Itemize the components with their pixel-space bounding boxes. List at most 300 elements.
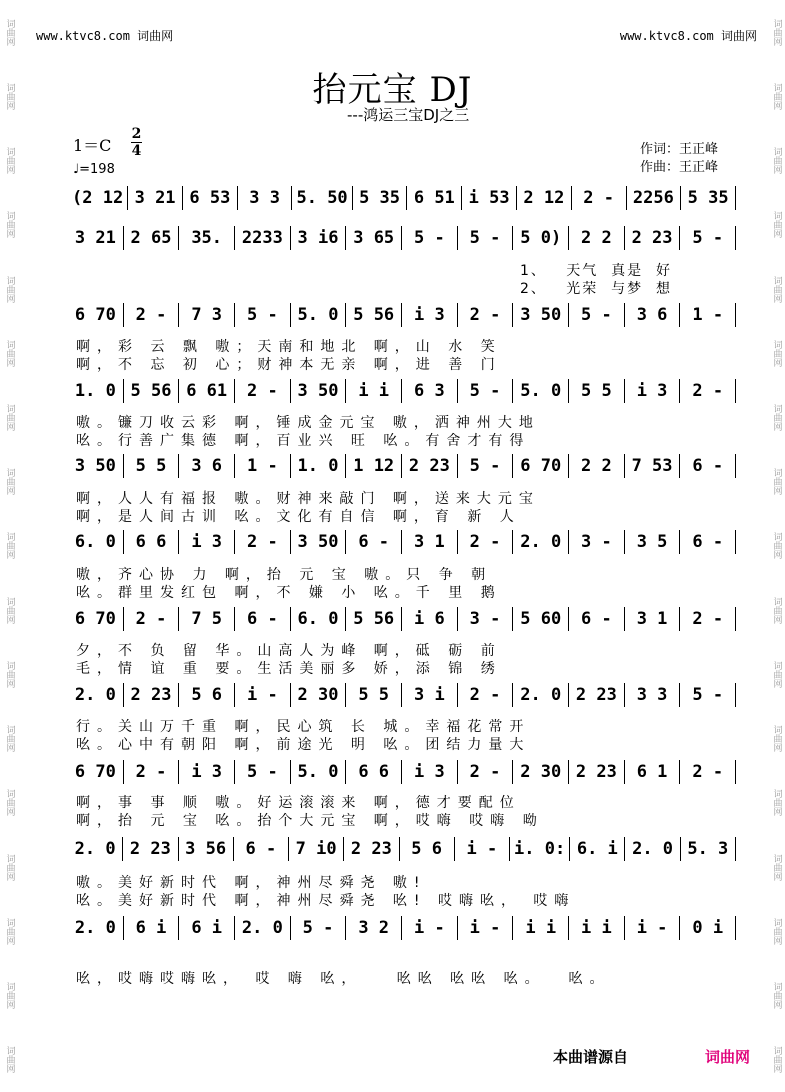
bar-line	[123, 607, 124, 631]
bar-line	[457, 607, 458, 631]
bar-line	[624, 226, 625, 250]
score-measure: 2. 0	[520, 532, 562, 552]
bar-line	[290, 226, 291, 250]
score-measure: 2 23	[631, 228, 673, 248]
bar-line	[735, 454, 736, 478]
bar-line	[516, 186, 517, 210]
lyric-line: 啊，抬 元 宝 吆。抬个大元宝 啊，哎嗨 哎嗨 呦	[76, 813, 544, 829]
lyric-line: 啊，彩 云 飘 嗷；天南和地北 啊，山 水 笑	[76, 339, 502, 355]
tempo-marking: ♩=198	[73, 162, 115, 177]
bar-line	[345, 916, 346, 940]
bar-line	[679, 683, 680, 707]
score-measure: 2 23	[129, 839, 171, 859]
score-measure: 5 5	[581, 381, 612, 401]
bar-line	[454, 837, 455, 861]
bar-line	[123, 303, 124, 327]
score-measure: 2 12	[523, 188, 565, 208]
score-measure: 3 -	[581, 532, 612, 552]
score-line	[72, 758, 740, 786]
score-measure: 5. 3	[687, 839, 729, 859]
bar-line	[512, 683, 513, 707]
score-measure: 2 30	[520, 762, 562, 782]
bar-line	[234, 530, 235, 554]
score-measure: 6 -	[245, 839, 277, 859]
bar-line	[401, 916, 402, 940]
score-measure: i -	[414, 918, 445, 938]
score-measure: 2 -	[469, 305, 501, 325]
score-measure: 6 1	[636, 762, 668, 782]
bar-line	[457, 916, 458, 940]
score-measure: 2 23	[575, 685, 617, 705]
bar-line	[234, 916, 235, 940]
score-measure: 1. 0	[74, 381, 116, 401]
bar-line	[568, 379, 569, 403]
score-line	[72, 681, 740, 709]
bar-line	[178, 303, 179, 327]
score-measure: 5 -	[302, 918, 334, 938]
score-measure: i 3	[414, 762, 445, 782]
score-measure: 5. 50	[296, 188, 348, 208]
bar-line	[457, 379, 458, 403]
score-measure: 2 -	[692, 381, 724, 401]
bar-line	[401, 226, 402, 250]
bar-line	[461, 186, 462, 210]
time-bottom: 4	[131, 143, 142, 159]
score-measure: i -	[246, 685, 278, 705]
score-measure: 3 56	[185, 839, 227, 859]
score-measure: 2 -	[246, 381, 278, 401]
bar-line	[178, 530, 179, 554]
score-measure: 3 65	[353, 228, 395, 248]
bar-line	[288, 837, 289, 861]
bar-line	[512, 607, 513, 631]
lyric-line: 1、 天气 真是 好	[520, 263, 673, 279]
score-measure: i -	[466, 839, 498, 859]
score-measure: 3 21	[134, 188, 176, 208]
bar-line	[345, 530, 346, 554]
bar-line	[234, 683, 235, 707]
score-measure: 1 -	[692, 305, 724, 325]
score-measure: 3 6	[191, 456, 223, 476]
bar-line	[624, 760, 625, 784]
score-measure: 5 -	[692, 685, 724, 705]
score-measure: 2. 0	[632, 839, 674, 859]
bar-line	[624, 607, 625, 631]
song-title: 抬元宝 DJ	[312, 70, 473, 110]
score-measure: i i	[581, 918, 612, 938]
time-top: 2	[131, 126, 142, 142]
lyric-line: 嗷，齐心协 力 啊，抬 元 宝 嗷。只 争 朝	[76, 567, 493, 583]
score-measure: 6 -	[358, 532, 390, 552]
bar-line	[127, 186, 128, 210]
score-measure: 6 -	[692, 456, 724, 476]
score-measure: i -	[636, 918, 668, 938]
score-measure: 7 5	[191, 609, 223, 629]
bar-line	[122, 837, 123, 861]
bar-line	[568, 303, 569, 327]
bar-line	[512, 454, 513, 478]
score-measure: 3 3	[636, 685, 668, 705]
bar-line	[406, 186, 407, 210]
bar-line	[735, 607, 736, 631]
bar-line	[679, 916, 680, 940]
bar-line	[568, 530, 569, 554]
score-measure: 6 70	[74, 305, 116, 325]
score-measure: 2 -	[135, 609, 167, 629]
bar-line	[568, 226, 569, 250]
score-measure: 2 -	[692, 762, 724, 782]
score-measure: 5 -	[692, 228, 724, 248]
score-measure: 3 2	[358, 918, 390, 938]
bar-line	[178, 607, 179, 631]
footer-source-text: 本曲谱源自	[553, 1048, 629, 1066]
bar-line	[626, 186, 627, 210]
bar-line	[234, 379, 235, 403]
bar-line	[290, 683, 291, 707]
bar-line	[735, 530, 736, 554]
bar-line	[735, 186, 736, 210]
bar-line	[571, 186, 572, 210]
bar-line	[679, 454, 680, 478]
score-measure: 6 51	[413, 188, 455, 208]
score-measure: 2 23	[408, 456, 450, 476]
score-measure: 2 -	[583, 188, 614, 208]
bar-line	[234, 226, 235, 250]
lyric-line: 啊，事 事 顺 嗷。好运滚滚来 啊，德才要配位	[76, 795, 521, 811]
score-measure: 2. 0	[241, 918, 283, 938]
score-measure: 5 -	[246, 305, 278, 325]
score-measure: 5 -	[246, 762, 278, 782]
bar-line	[233, 837, 234, 861]
bar-line	[290, 916, 291, 940]
score-line	[72, 914, 740, 942]
lyric-line: 行。关山万千重 啊，民心筑 长 城。幸福花常开	[76, 719, 531, 735]
score-measure: 2. 0	[520, 685, 562, 705]
bar-line	[123, 760, 124, 784]
score-measure: 3 21	[74, 228, 116, 248]
score-measure: 6 -	[581, 609, 612, 629]
score-measure: 3 -	[469, 609, 501, 629]
site-watermark-top-left: www.ktvc8.com 词曲网	[36, 29, 174, 43]
bar-line	[345, 683, 346, 707]
score-measure: 2 2	[581, 456, 612, 476]
lyric-line: 吆。群里发红包 啊，不 嫌 小 吆。千 里 鹅	[76, 585, 502, 601]
score-measure: 6. 0	[297, 609, 339, 629]
lyric-line: 吆。心中有朝阳 啊，前途光 明 吆。团结力量大	[76, 737, 531, 753]
bar-line	[680, 837, 681, 861]
bar-line	[345, 607, 346, 631]
footer-logo: 词曲网	[705, 1048, 751, 1066]
bar-line	[679, 303, 680, 327]
lyric-line: 啊，不 忘 初 心；财神本无亲 啊，进 善 门	[76, 357, 502, 373]
lyric-line: 嗷。镰刀收云彩 啊，锤成金元宝 嗷，洒神州大地	[76, 415, 540, 431]
bar-line	[401, 683, 402, 707]
bar-line	[735, 760, 736, 784]
score-measure: 3 5	[636, 532, 668, 552]
side-watermark-right: 词曲网 词曲网 词曲网 词曲网 词曲网 词曲网 词曲网 词曲网 词曲网 词曲网 词曲网 词曲网 词曲网 词曲网 词曲网 词曲网 词曲网	[771, 18, 782, 1074]
lyricist-credit: 作词：王正峰	[640, 142, 719, 157]
bar-line	[123, 530, 124, 554]
score-measure: 3 50	[297, 532, 339, 552]
bar-line	[290, 607, 291, 631]
bar-line	[352, 186, 353, 210]
bar-line	[679, 226, 680, 250]
bar-line	[178, 379, 179, 403]
bar-line	[291, 186, 292, 210]
score-measure: 2 2	[581, 228, 612, 248]
score-measure: 5. 0	[520, 381, 562, 401]
score-measure: 2 23	[130, 685, 172, 705]
bar-line	[680, 186, 681, 210]
score-measure: 3 50	[74, 456, 116, 476]
bar-line	[401, 607, 402, 631]
bar-line	[178, 683, 179, 707]
score-measure: 2. 0	[74, 685, 116, 705]
score-measure: 2. 0	[74, 839, 116, 859]
score-measure: 6 70	[520, 456, 562, 476]
bar-line	[290, 530, 291, 554]
score-measure: 2 23	[575, 762, 617, 782]
score-measure: 7 3	[191, 305, 223, 325]
score-measure: 5 6	[411, 839, 442, 859]
score-measure: 2 -	[692, 609, 724, 629]
bar-line	[624, 916, 625, 940]
time-signature	[131, 127, 142, 158]
score-measure: 7 53	[631, 456, 673, 476]
bar-line	[679, 530, 680, 554]
bar-line	[679, 379, 680, 403]
score-measure: 3 1	[636, 609, 668, 629]
bar-line	[735, 837, 736, 861]
score-line	[72, 452, 740, 480]
score-line	[72, 528, 740, 556]
bar-line	[457, 683, 458, 707]
score-measure: 5 35	[359, 188, 401, 208]
bar-line	[123, 226, 124, 250]
lyric-line: 毛，情 谊 重 要。生活美丽多 娇，添 锦 绣	[76, 661, 502, 677]
score-measure: 0 i	[692, 918, 724, 938]
lyric-line: 啊，是人间古训 吆。文化有自信 啊，育 新 人	[76, 509, 521, 525]
lyric-line: 啊，人人有福报 嗷。财神来敲门 啊，送来大元宝	[76, 491, 540, 507]
key-signature: 1＝C	[73, 136, 112, 155]
score-measure: 3 3	[249, 188, 280, 208]
bar-line	[343, 837, 344, 861]
bar-line	[568, 683, 569, 707]
bar-line	[512, 379, 513, 403]
bar-line	[679, 607, 680, 631]
score-measure: 2 -	[469, 685, 501, 705]
bar-line	[568, 454, 569, 478]
score-measure: 5 5	[358, 685, 390, 705]
bar-line	[457, 303, 458, 327]
bar-line	[735, 226, 736, 250]
score-measure: 6 53	[189, 188, 231, 208]
bar-line	[735, 379, 736, 403]
bar-line	[457, 454, 458, 478]
bar-line	[401, 454, 402, 478]
lyric-line: 2、 光荣 与梦 想	[520, 281, 673, 297]
score-measure: i 53	[468, 188, 510, 208]
score-measure: 5 5	[135, 456, 167, 476]
score-measure: 6 6	[135, 532, 167, 552]
bar-line	[234, 607, 235, 631]
score-measure: 3 50	[520, 305, 562, 325]
bar-line	[401, 760, 402, 784]
score-measure: 6. i	[576, 839, 618, 859]
bar-line	[624, 530, 625, 554]
score-line	[72, 377, 740, 405]
score-measure: 5 56	[130, 381, 172, 401]
bar-line	[399, 837, 400, 861]
bar-line	[290, 760, 291, 784]
score-measure: 7 i0	[295, 839, 337, 859]
score-measure: 2 -	[135, 305, 167, 325]
bar-line	[345, 454, 346, 478]
score-measure: 5 -	[581, 305, 612, 325]
score-measure: i -	[469, 918, 501, 938]
bar-line	[345, 379, 346, 403]
lyric-line: 夕，不 负 留 华。山高人为峰 啊，砥 砺 前	[76, 643, 502, 659]
score-measure: 5 35	[687, 188, 729, 208]
score-measure: i 3	[414, 305, 445, 325]
bar-line	[735, 683, 736, 707]
score-measure: i 3	[191, 532, 223, 552]
score-line	[72, 605, 740, 633]
score-line	[72, 184, 740, 212]
bar-line	[237, 186, 238, 210]
composer-credit: 作曲：王正峰	[640, 160, 719, 175]
bar-line	[345, 226, 346, 250]
score-measure: 2 -	[469, 532, 501, 552]
bar-line	[568, 760, 569, 784]
score-measure: i i	[358, 381, 390, 401]
bar-line	[178, 837, 179, 861]
score-measure: 6 i	[135, 918, 167, 938]
bar-line	[512, 760, 513, 784]
score-measure: i 6	[414, 609, 445, 629]
score-measure: 2 30	[297, 685, 339, 705]
lyric-line: 吆。美好新时代 啊，神州尽舜尧 吆! 哎嗨吆， 哎嗨	[76, 893, 576, 909]
score-measure: i i	[525, 918, 557, 938]
score-measure: 2 -	[135, 762, 167, 782]
score-measure: 5 6	[191, 685, 223, 705]
score-measure: 2 23	[350, 839, 392, 859]
lyric-line: 吆。行善广集德 啊，百业兴 旺 吆。有舍才有得	[76, 433, 531, 449]
score-line	[72, 301, 740, 329]
bar-line	[178, 916, 179, 940]
bar-line	[178, 454, 179, 478]
bar-line	[401, 303, 402, 327]
bar-line	[569, 837, 570, 861]
score-measure: 6 -	[692, 532, 724, 552]
bar-line	[624, 683, 625, 707]
score-measure: i 3	[191, 762, 223, 782]
bar-line	[123, 454, 124, 478]
score-measure: 5 -	[469, 456, 501, 476]
score-measure: 3 6	[636, 305, 668, 325]
score-measure: 6 6	[358, 762, 390, 782]
score-measure: 5 -	[414, 228, 445, 248]
score-measure: 2256	[632, 188, 674, 208]
bar-line	[568, 916, 569, 940]
bar-line	[457, 760, 458, 784]
bar-line	[679, 760, 680, 784]
bar-line	[735, 916, 736, 940]
score-measure: 5 -	[469, 228, 501, 248]
score-measure: 3 50	[297, 381, 339, 401]
score-measure: 6 i	[191, 918, 223, 938]
score-measure: 5 -	[469, 381, 501, 401]
score-measure: i. 0:	[514, 839, 566, 859]
score-measure: i 3	[636, 381, 668, 401]
score-measure: 6 70	[74, 762, 116, 782]
bar-line	[568, 607, 569, 631]
score-measure: 5. 0	[297, 305, 339, 325]
bar-line	[234, 760, 235, 784]
bar-line	[290, 379, 291, 403]
score-measure: 5. 0	[297, 762, 339, 782]
score-measure: 6 -	[246, 609, 278, 629]
bar-line	[735, 303, 736, 327]
bar-line	[512, 916, 513, 940]
score-measure: 2 65	[130, 228, 172, 248]
bar-line	[457, 226, 458, 250]
song-subtitle: ---鸿运三宝DJ之三	[347, 106, 470, 124]
bar-line	[123, 379, 124, 403]
score-line	[72, 835, 740, 863]
side-watermark-left: 词曲网 词曲网 词曲网 词曲网 词曲网 词曲网 词曲网 词曲网 词曲网 词曲网 词曲网 词曲网 词曲网 词曲网 词曲网 词曲网 词曲网	[4, 18, 15, 1074]
score-measure: 2233	[241, 228, 283, 248]
score-measure: 5 60	[520, 609, 562, 629]
bar-line	[512, 530, 513, 554]
bar-line	[290, 303, 291, 327]
bar-line	[123, 916, 124, 940]
score-measure: 6. 0	[74, 532, 116, 552]
bar-line	[178, 226, 179, 250]
score-measure: 2. 0	[74, 918, 116, 938]
score-measure: 2 -	[246, 532, 278, 552]
lyric-line: 吆，哎嗨哎嗨吆， 哎 嗨 吆， 吆吆 吆吆 吆。 吆。	[76, 971, 611, 987]
bar-line	[624, 303, 625, 327]
bar-line	[401, 379, 402, 403]
score-measure: 1 12	[353, 456, 395, 476]
score-measure: 1 -	[246, 456, 278, 476]
score-measure: 6 61	[186, 381, 228, 401]
score-line	[72, 224, 740, 252]
score-measure: 1. 0	[297, 456, 339, 476]
bar-line	[624, 454, 625, 478]
bar-line	[512, 303, 513, 327]
lyric-line: 嗷。美好新时代 啊，神州尽舜尧 嗷!	[76, 875, 427, 891]
bar-line	[624, 837, 625, 861]
score-measure: 6 70	[74, 609, 116, 629]
bar-line	[512, 226, 513, 250]
bar-line	[345, 303, 346, 327]
bar-line	[457, 530, 458, 554]
bar-line	[401, 530, 402, 554]
score-measure: 2 -	[469, 762, 501, 782]
bar-line	[182, 186, 183, 210]
bar-line	[290, 454, 291, 478]
bar-line	[123, 683, 124, 707]
bar-line	[624, 379, 625, 403]
score-measure: 35.	[191, 228, 223, 248]
score-measure: 3 1	[414, 532, 445, 552]
bar-line	[234, 454, 235, 478]
score-measure: 6 3	[414, 381, 445, 401]
score-measure: 3 i	[414, 685, 445, 705]
score-measure: 5 0)	[520, 228, 562, 248]
